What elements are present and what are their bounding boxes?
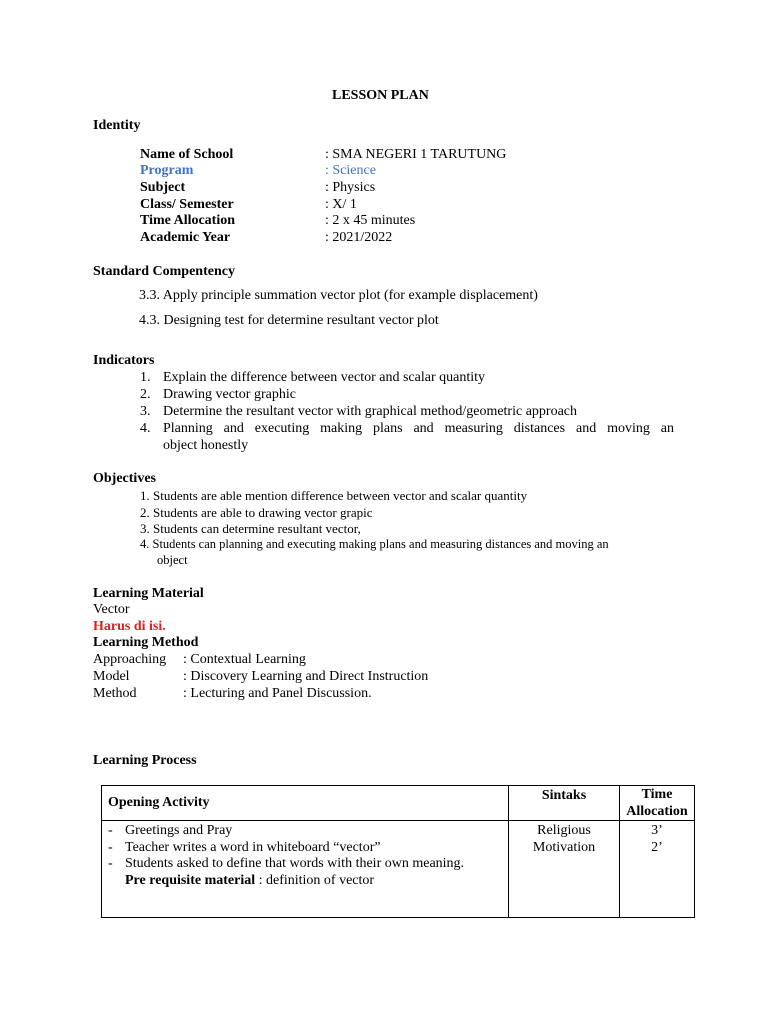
identity-label-class: Class/ Semester [140,197,234,212]
sintaks-label: Sintaks [541,788,587,803]
time-cell [620,821,695,918]
indicator-number: 3. [140,404,151,419]
method-label-model: Model [93,669,130,684]
objective-item-continued: object [157,553,188,567]
competency-heading: Standard Compentency [93,264,235,279]
process-heading: Learning Process [93,753,197,768]
identity-value-school: : SMA NEGERI 1 TARUTUNG [325,147,507,162]
opening-activity-cell [102,821,509,918]
identity-label-program: Program [140,163,194,178]
identity-label-time: Time Allocation [140,213,236,228]
opening-activity-label: Opening Activity [108,794,210,810]
identity-value-program: : Science [325,163,376,178]
identity-label-year: Academic Year [140,230,231,245]
indicator-item-continued: object honestly [163,438,249,453]
list-item: - Students asked to define that words with their own meaning. [102,856,502,873]
list-item: - Greetings and Pray [102,823,502,840]
indicator-item: Determine the resultant vector with graphical method/geometric approach [163,404,578,419]
objective-item: 1. Students are able mention difference between vector and scalar quantity [140,488,528,503]
indicator-number: 2. [140,387,151,402]
material-heading: Learning Material [93,586,204,601]
method-label-method: Method [93,686,137,701]
table-row [102,821,695,918]
time-value: 3’ [651,823,663,838]
table-header-row [102,786,695,821]
competency-item-2: 4.3. Designing test for determine resultant vector plot [139,313,439,328]
objective-item: 4. Students can planning and executing making plans and measuring distances and moving an [140,537,609,551]
identity-value-subject: : Physics [325,180,376,195]
time-label: Time [641,787,673,802]
identity-heading: Identity [93,118,141,133]
sintaks-value: Religious [537,823,591,838]
sintaks-value: Motivation [532,839,596,855]
learning-process-table [101,785,695,918]
indicators-heading: Indicators [93,353,155,368]
time-allocation-header [620,786,695,821]
identity-value-time: : 2 x 45 minutes [325,213,416,228]
sintaks-cell [509,821,620,918]
method-label-approaching: Approaching [93,652,167,667]
sintaks-header [509,786,620,821]
method-value-approaching: : Contextual Learning [183,652,306,667]
identity-label-subject: Subject [140,180,186,195]
objective-item: 2. Students are able to drawing vector grapic [140,505,373,520]
indicator-item: Drawing vector graphic [163,387,296,402]
prerequisite-line [102,873,502,890]
time-value: 2’ [651,839,663,855]
method-value-method: : Lecturing and Panel Discussion. [183,686,372,701]
objective-item: 3. Students can determine resultant vector, [140,521,361,536]
prerequisite-label: Pre requisite material [125,872,256,888]
indicator-item: Planning and executing making plans and measuring distances and moving an [163,421,674,436]
opening-activity-header [102,786,509,821]
identity-value-year: : 2021/2022 [325,230,393,245]
objectives-heading: Objectives [93,471,156,486]
competency-item-1: 3.3. Apply principle summation vector plot (for example displacement) [139,288,538,303]
material-text: Vector [93,602,130,617]
indicator-number: 1. [140,370,151,385]
identity-label-school: Name of School [140,147,234,162]
indicator-number: 4. [140,421,151,436]
indicator-item: Explain the difference between vector and scalar quantity [163,370,485,385]
allocation-label: Allocation [626,803,688,819]
method-value-model: : Discovery Learning and Direct Instruction [183,669,429,684]
material-note: Harus di isi. [93,619,166,634]
page-title: LESSON PLAN [332,88,429,103]
prerequisite-text: : definition of vector [255,872,375,888]
method-heading: Learning Method [93,635,199,650]
list-item: - Teacher writes a word in whiteboard “vector” [102,840,502,857]
identity-value-class: : X/ 1 [325,197,357,212]
